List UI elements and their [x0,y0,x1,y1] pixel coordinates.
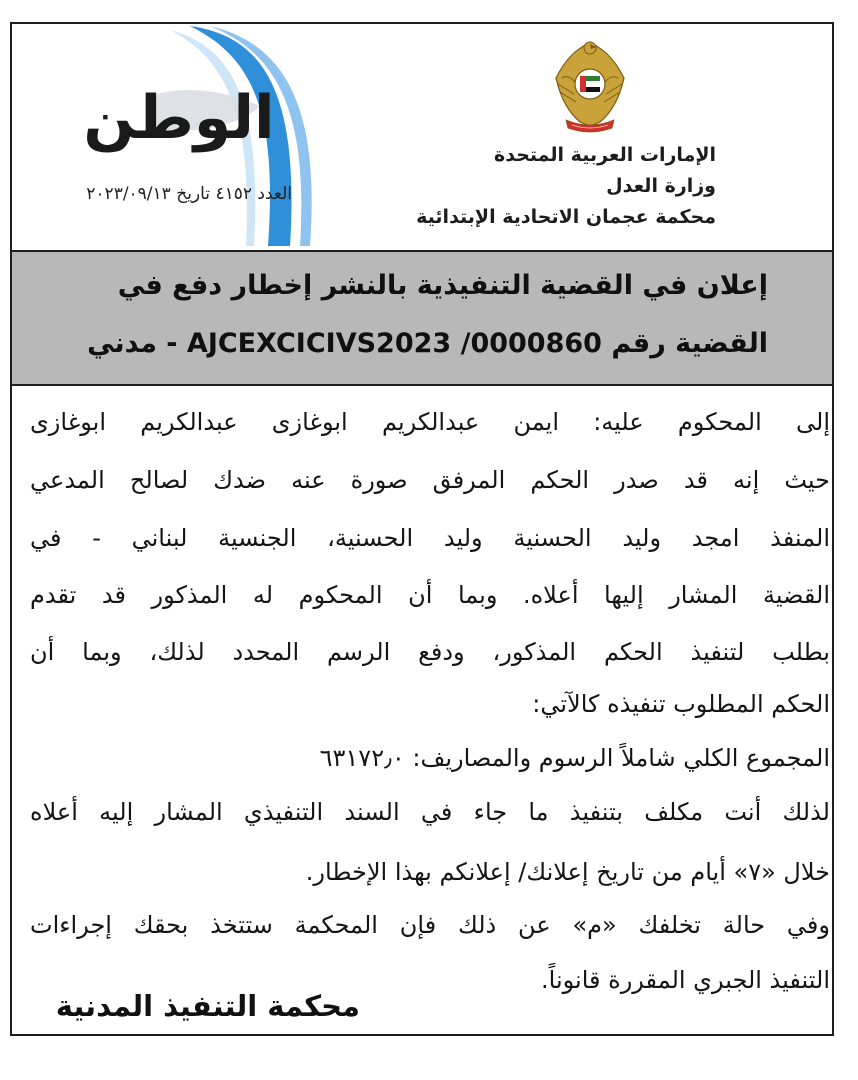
court-name: محكمة عجمان الاتحادية الإبتدائية [416,206,716,228]
body-line: المنفذ امجد وليد الحسنية وليد الحسنية، الجنسية لبناني - في [30,524,830,552]
body-line: إلى المحكوم عليه: ايمن عبدالكريم ابوغازى عبدالكريم ابوغازى [30,408,830,436]
deadline-line: خلال «٧» أيام من تاريخ إعلانك/ إعلانكم بهذا الإخطار. [305,858,830,886]
ministry-header [416,140,716,233]
body-line: التنفيذ الجبري المقررة قانوناً. [541,966,830,994]
body-line: الحكم المطلوب تنفيذه كالآتي: [532,690,830,718]
signature-court: محكمة التنفيذ المدنية [55,989,360,1023]
body-line: بطلب لتنفيذ الحكم المذكور، ودفع الرسم المحدد لذلك، وبما أن [30,638,830,666]
body-line: القضية المشار إليها أعلاه. وبما أن المحكوم له المذكور قد تقدم [30,581,830,609]
body-line: لذلك أنت مكلف بتنفيذ ما جاء في السند التنفيذي المشار إليه أعلاه [30,798,830,826]
newspaper-logo: الوطن [83,83,275,153]
ministry-name: وزارة العدل [606,175,716,197]
notice-title-line-1: إعلان في القضية التنفيذية بالنشر إخطار دفع في [117,270,768,301]
issue-line: العدد ٤١٥٢ تاريخ ٢٠٢٣/٠٩/١٣ [86,184,292,204]
country-name: الإمارات العربية المتحدة [494,144,716,166]
uae-emblem-icon [550,34,630,136]
notice-title-line-2: القضية رقم AJCEXCICIVS2023 /0000860 - مدني [87,328,768,359]
total-amount-line: المجموع الكلي شاملاً الرسوم والمصاريف: ٦٣١٧٢٫٠ [319,744,830,772]
body-line: حيث إنه قد صدر الحكم المرفق صورة عنه ضدك لصالح المدعي [30,466,830,494]
body-line: وفي حالة تخلفك «م» عن ذلك فإن المحكمة ستتخذ بحقك إجراءات [30,911,830,939]
